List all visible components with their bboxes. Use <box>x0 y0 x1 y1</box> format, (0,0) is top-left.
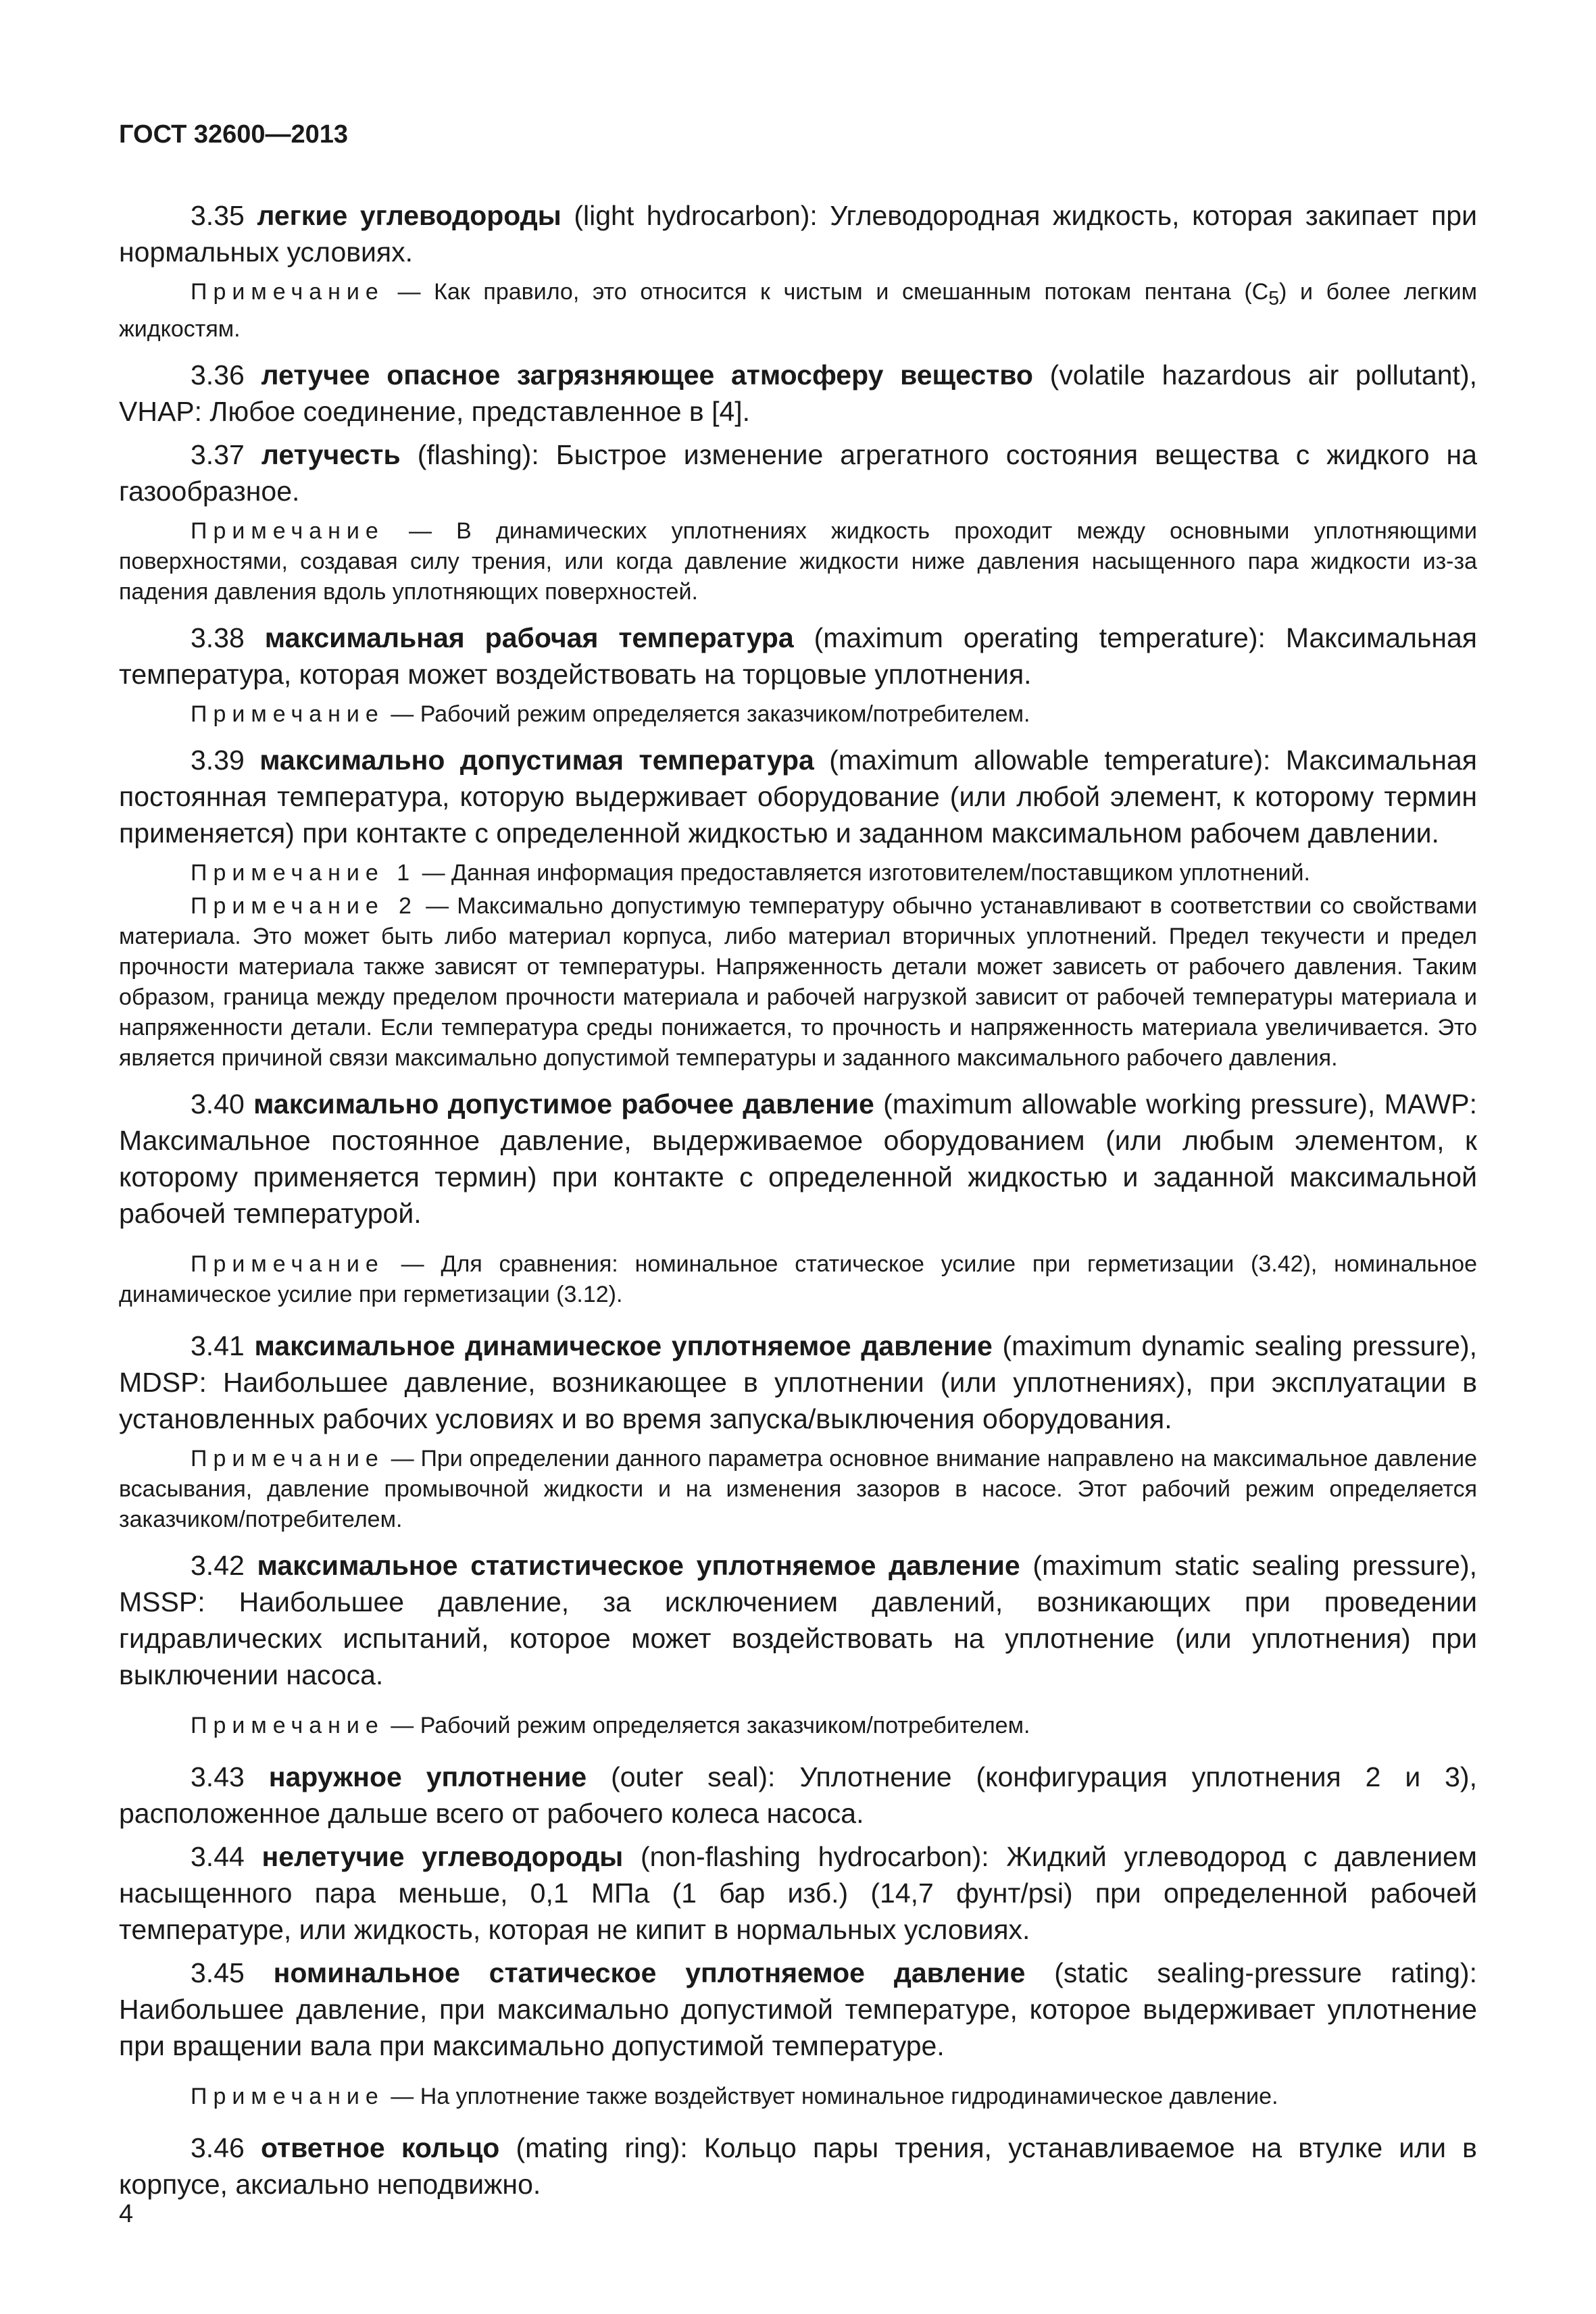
term-3-41: 3.41 максимальное динамическое уплотняемое давление (maximum dynamic sealing pressure), MDSP: Наибольшее давление, возникающее в уплотнении (или уплотнениях), при эксплуатации в установленных рабочих условиях и во время запуска/выключения оборудования. <box>119 1330 1477 1434</box>
note-3-42: Примечание — Рабочий режим определяется заказчиком/потребителем. <box>191 1712 1030 1738</box>
term-3-37: 3.37 летучесть (flashing): Быстрое изменение агрегатного состояния вещества с жидкого на газообразное. <box>119 438 1477 507</box>
term-3-39: 3.39 максимально допустимая температура (maximum allowable temperature): Максимальная постоянная температура, которую выдерживает оборудование (или любой элемент, к которому термин применяется) при контакте с определенной жидкостью и заданном максимальном рабочем давлении. <box>119 744 1477 849</box>
note-3-39-1: Примечание 1 — Данная информация предоставляется изготовителем/поставщиком уплотнений. <box>191 859 1310 886</box>
term-3-36: 3.36 летучее опасное загрязняющее атмосферу вещество (volatile hazardous air pollutant), VHAP: Любое соединение, представленное в [4]. <box>119 359 1477 427</box>
term-3-45: 3.45 номинальное статическое уплотняемое давление (static sealing-pressure rating): Наибольшее давление, при максимально допустимой температуре, которое выдерживает уплотнение при вращении вала при максимально допустимой температуре. <box>119 1957 1477 2061</box>
term-3-42: 3.42 максимальное статистическое уплотняемое давление (maximum static sealing pressure), MSSP: Наибольшее давление, за исключением давлений, возникающих при проведении гидравлических испытаний, которое может воздействовать на уплотнение (или уплотнения) при выключении насоса. <box>119 1549 1478 1690</box>
term-3-35: 3.35 легкие углеводороды (light hydrocarbon): Углеводородная жидкость, которая закипает при нормальных условиях. <box>119 200 1477 268</box>
term-3-46: 3.46 ответное кольцо (mating ring): Кольцо пары трения, устанавливаемое на втулке или в корпусе, аксиально неподвижно. <box>119 2132 1477 2200</box>
term-3-43: 3.43 наружное уплотнение (outer seal): Уплотнение (конфигурация уплотнения 2 и 3), расположенное дальше всего от рабочего колеса насоса. <box>119 1761 1477 1829</box>
document-body <box>119 197 1477 2209</box>
note-3-40: Примечание — Для сравнения: номинальное статическое усилие при герметизации (3.42), номинальное динамическое усилие при герметизации (3.12). <box>119 1251 1477 1307</box>
note-3-38: Примечание — Рабочий режим определяется заказчиком/потребителем. <box>191 701 1030 727</box>
term-3-38: 3.38 максимальная рабочая температура (maximum operating temperature): Максимальная температура, которая может воздействовать на торцовые уплотнения. <box>119 622 1477 690</box>
note-3-37: Примечание — В динамических уплотнениях жидкость проходит между основными уплотняющими поверхностями, создавая силу трения, или когда давление жидкости ниже давления насыщенного пара жидкости из-за падения давления вдоль уплотняющих поверхностей. <box>119 518 1477 605</box>
term-3-40: 3.40 максимально допустимое рабочее давление (maximum allowable working pressure), MAWP: Максимальное постоянное давление, выдерживаемое оборудованием (или любым элементом, к которому применяется термин) при контакте с определенной жидкостью и заданной максимальной рабочей температурой. <box>119 1088 1477 1229</box>
term-3-44: 3.44 нелетучие углеводороды (non-flashing hydrocarbon): Жидкий углеводород с давлением насыщенного пара меньше, 0,1 МПа (1 бар изб.) (14,7 фунт/psi) при определенной рабочей температуре, или жидкость, которая не кипит в нормальных условиях. <box>119 1840 1477 1945</box>
note-3-45: Примечание — На уплотнение также воздействует номинальное гидродинамическое давление. <box>191 2083 1278 2109</box>
note-3-41: Примечание — При определении данного параметра основное внимание направлено на максимальное давление всасывания, давление промывочной жидкости и на изменения зазоров в насосе. Этот рабочий режим определяется заказчиком/потребителем. <box>119 1445 1477 1532</box>
document-header: ГОСТ 32600—2013 <box>119 120 349 149</box>
note-3-35: Примечание — Как правило, это относится к чистым и смешанным потокам пентана $(C_5)$ и более легким жидкостям. <box>119 279 1477 342</box>
note-3-39-2: Примечание 2 — Максимально допустимую температуру обычно устанавливают в соответствии со свойствами материала. Это может быть либо материал корпуса, либо материал вторичных уплотнений. Предел текучести и предел прочности материала также зависят от температуры. Напряженность детали может зависеть от рабочего давления. Таким образом, граница между пределом прочности материала и рабочей нагрузкой зависит от рабочей температуры материала и напряженности детали. Если температура среды понижается, то прочность и напряженность материала увеличивается. Это является причиной связи максимально допустимой температуры и заданного максимального рабочего давления. <box>119 892 1478 1071</box>
page-number: 4 <box>119 2200 134 2228</box>
